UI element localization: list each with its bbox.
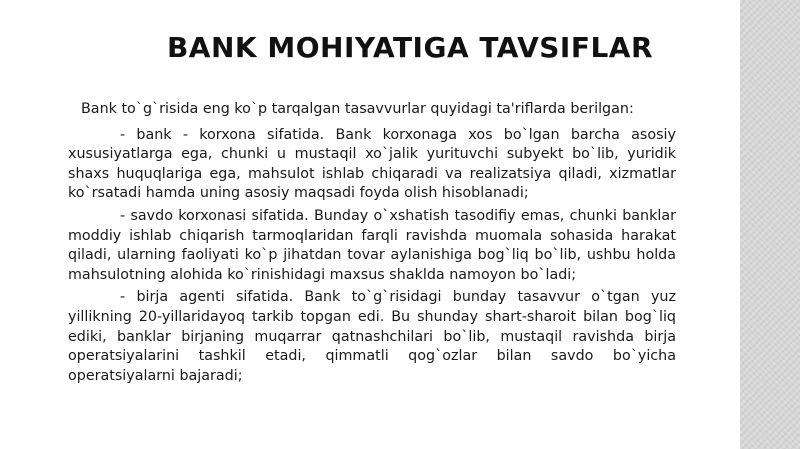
paragraph-savdo: - savdo korxonasi sifatida. Bunday o`xshatish tasodifiy emas, chunki banklar moddiy ishlab chiqarish tarmoqlaridan farqli ravishda muomala sohasida harakat qiladi, ularning faoliyati ko`p jihatdan tovar aylanishiga bog`liq bo`lib, ushbu holda mahsulotning alohida ko`rinishidagi maxsus shakldа namoyon bo`ladi; <box>68 207 676 283</box>
paragraph-korxona: - bank - korxona sifatida. Bank korxonaga xos bo`lgan barcha asosiy xususiyatlarga ega, chunki u mustaqil xo`jalik yurituvchi subyekt bo`lib, yuridik shaxs huquqlariga ega, mahsulot ishlab chiqaradi va realizatsiya qiladi, xizmatlar ko`rsatadi hamda uning asosiy maqsadi foyda olish hisoblanadi; <box>68 126 676 202</box>
slide-body <box>68 100 676 389</box>
intro-paragraph: Bank to`g`risida eng ko`p tarqalgan tasavvurlar quyidagi ta'riflarda berilgan: <box>81 101 634 117</box>
decorative-side-panel <box>740 0 800 449</box>
slide-title: BANK MOHIYATIGA TAVSIFLAR <box>166 31 654 64</box>
paragraph-birja: - birja agenti sifatida. Bank to`g`risidagi bunday tasavvur o`tgan yuz yillikning 20-yillaridayoq tarkib topgan edi. Bu shunday shart-sharoit bilan bog`liq ediki, banklar birjaning muqarrar qatnashchilari bo`lib, mustaqil ravishda birja operatsiyalarini tashkil etadi, qimmatli qog`ozlar bilan savdo bo`yicha operatsiyalarni bajaradi; <box>68 289 676 384</box>
